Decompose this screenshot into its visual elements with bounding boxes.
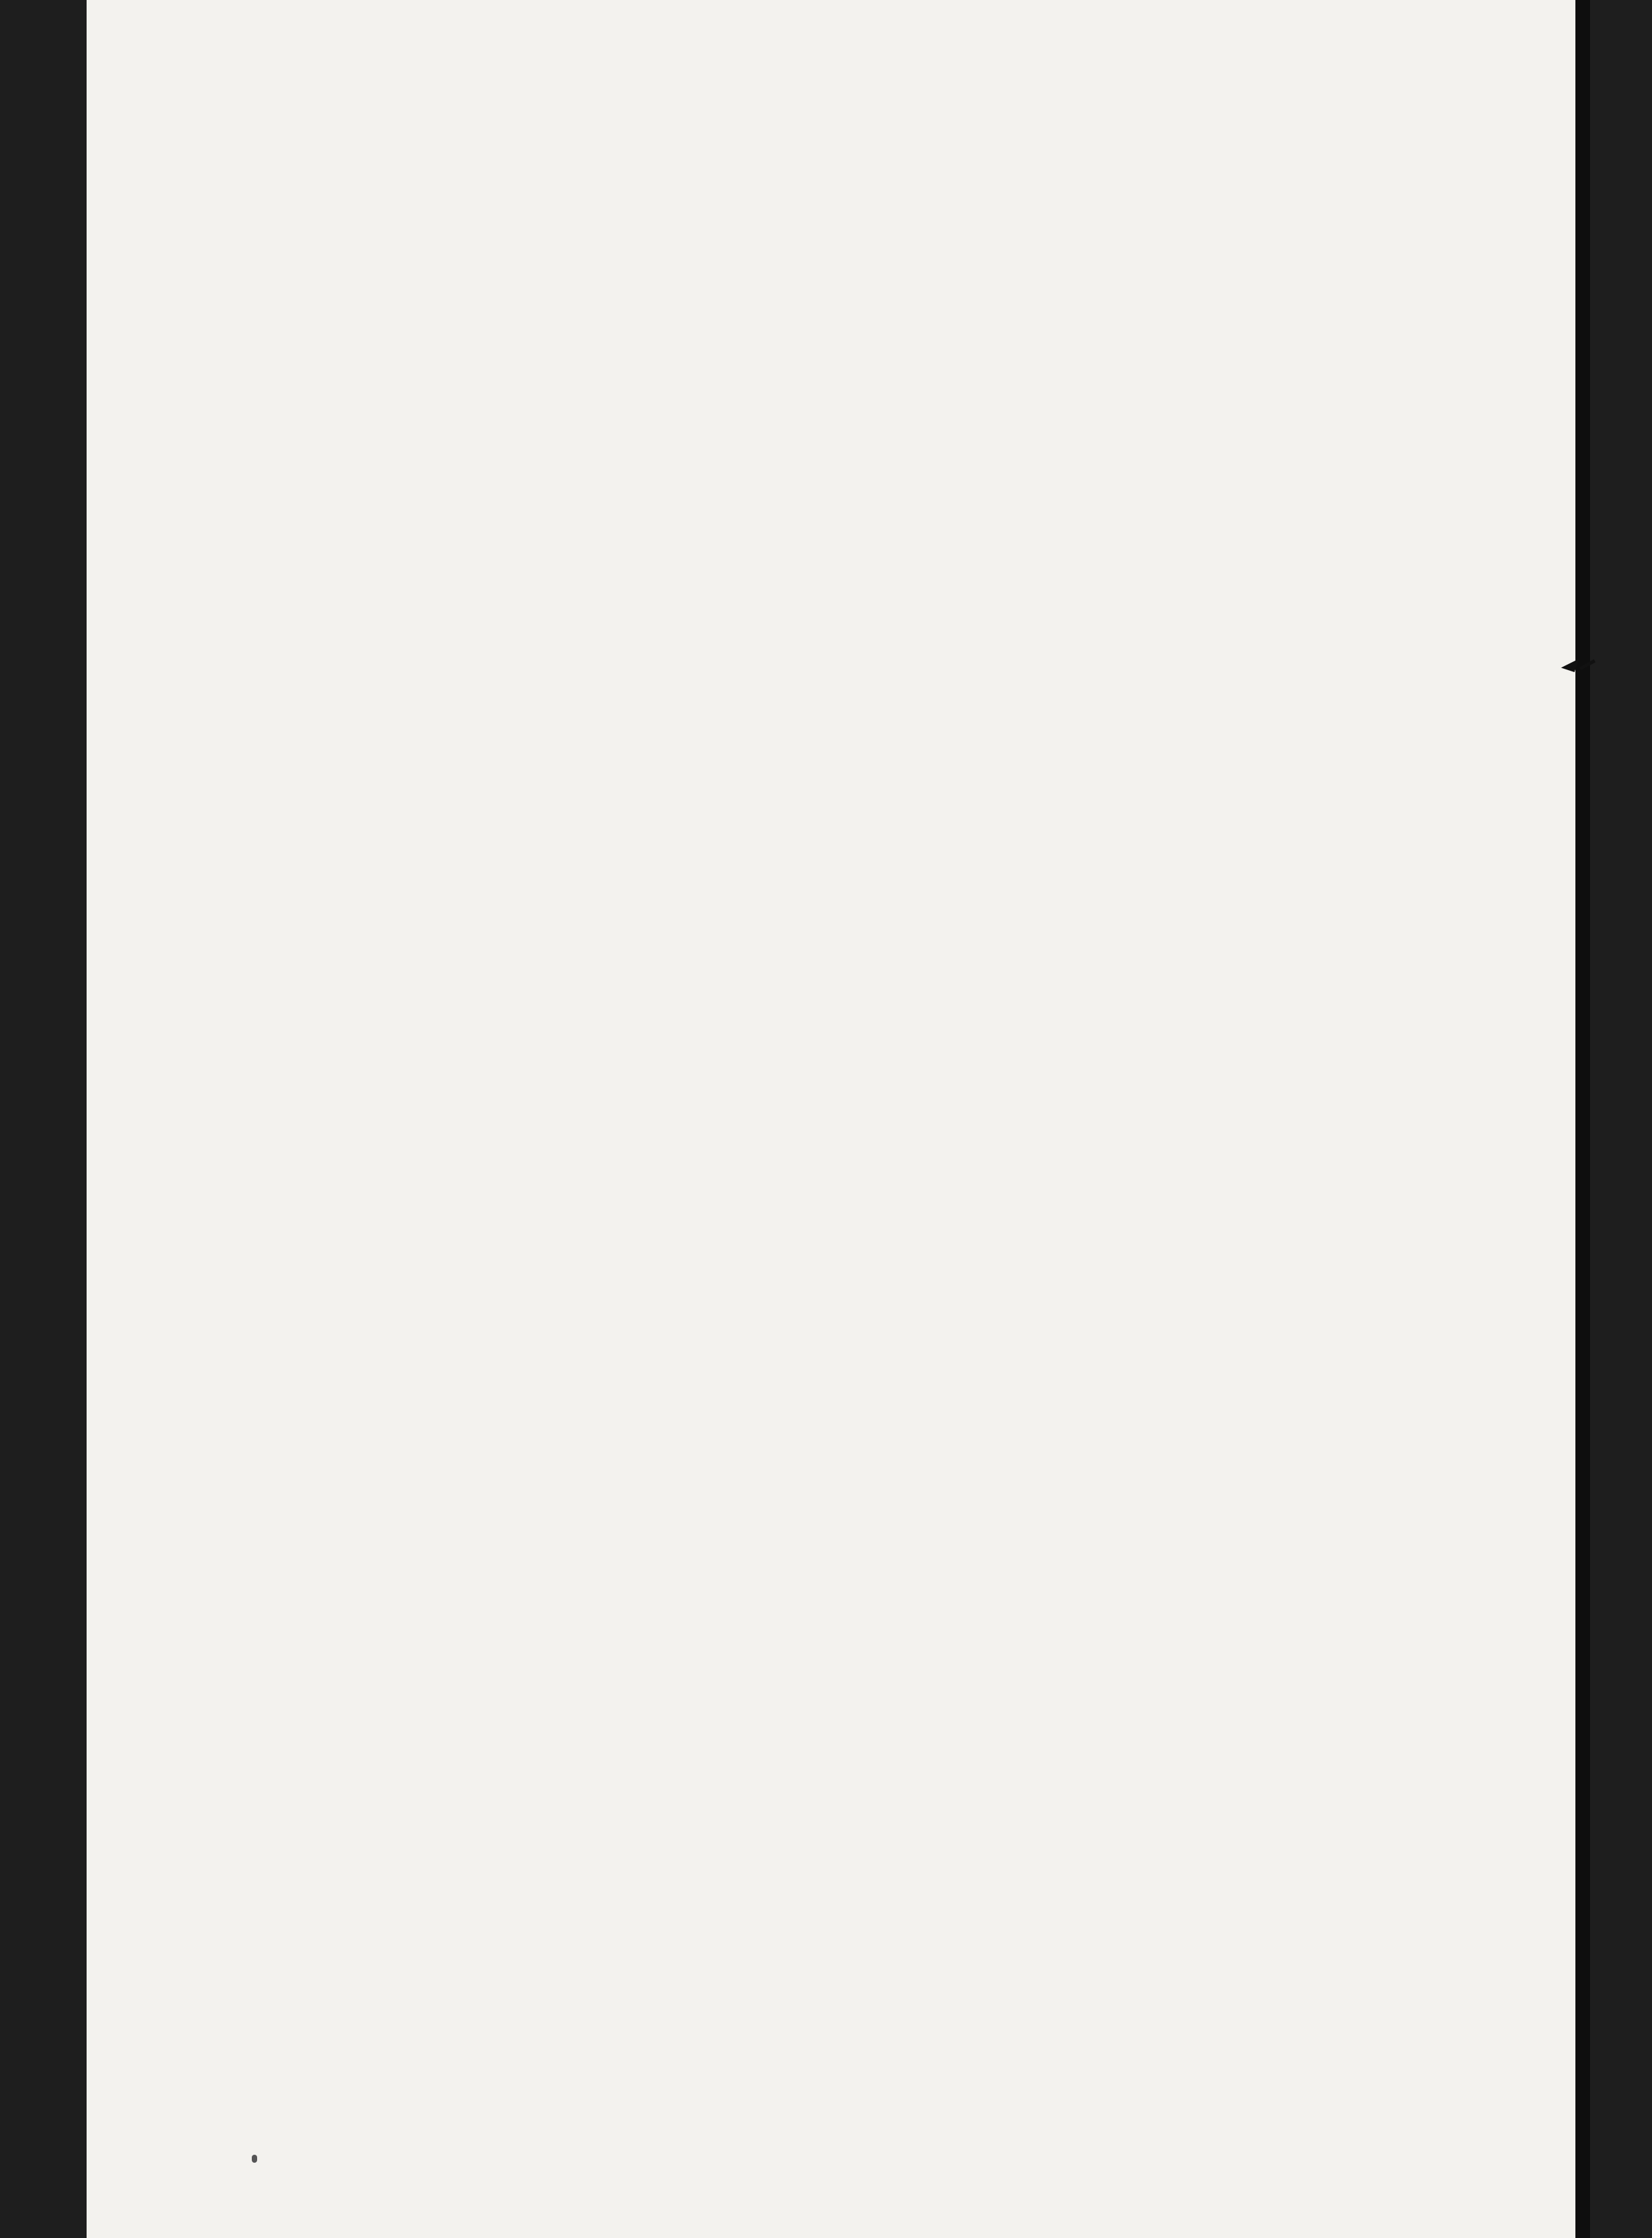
page-speck: [252, 2155, 257, 2163]
